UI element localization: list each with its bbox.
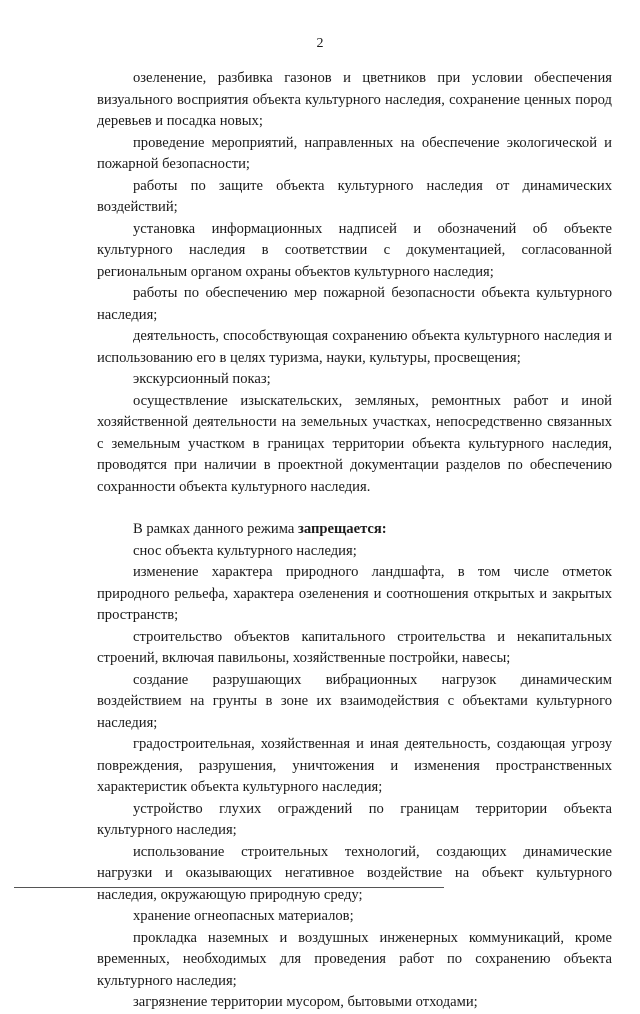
paragraph: экскурсионный показ;	[133, 371, 271, 387]
paragraph: работы по обеспечению мер пожарной безопасности объекта культурного наследия;	[97, 285, 612, 323]
paragraph: проведение мероприятий, направленных на обеспечение экологической и пожарной безопасности;	[97, 134, 612, 172]
prohibited-keyword: запрещается:	[298, 521, 387, 537]
paragraph: использование строительных технологий, создающих динамические нагрузки и оказывающих негативное воздействие на объект культурного наследия, окружающую природную среду;	[97, 843, 612, 903]
prohibited-intro: В рамках данного режима	[133, 521, 295, 537]
paragraph: градостроительная, хозяйственная и иная деятельность, создающая угрозу повреждения, разрушения, уничтожения и изменения пространственных характеристик объекта культурного наследия;	[97, 736, 612, 795]
paragraph: установка информационных надписей и обозначений об объекте культурного наследия в соответствии с документацией, согласованной региональным органом охраны объектов культурного наследия;	[97, 220, 612, 280]
paragraph: загрязнение территории мусором, бытовыми отходами;	[133, 994, 478, 1010]
page-number: 2	[316, 36, 324, 51]
footer-rule	[14, 887, 444, 888]
paragraph: хранение огнеопасных материалов;	[133, 908, 354, 924]
prohibited-heading	[97, 519, 612, 541]
paragraph: прокладка наземных и воздушных инженерных коммуникаций, кроме временных, необходимых для проведения работ по сохранению объекта культурного наследия;	[97, 929, 612, 989]
paragraph: изменение характера природного ландшафта, в том числе отметок природного рельефа, характера озеленения и соотношения открытых и закрытых пространств;	[97, 564, 612, 623]
paragraph: снос объекта культурного наследия;	[133, 542, 357, 559]
paragraph: работы по защите объекта культурного наследия от динамических воздействий;	[97, 177, 612, 215]
paragraph: создание разрушающих вибрационных нагрузок динамическим воздействием на грунты в зоне их взаимодействия с объектами культурного наследия;	[97, 671, 612, 731]
paragraph: осуществление изыскательских, земляных, ремонтных работ и иной хозяйственной деятельности на земельных участках, непосредственно связанных с земельным участком в границах территории объекта культурного наследия, проводятся при наличии в проектной документации разделов по обеспечению сохранности объекта культурного наследия.	[97, 392, 612, 495]
permitted-list	[97, 68, 612, 1014]
paragraph: озеленение, разбивка газонов и цветников при условии обеспечения визуального восприятия объекта культурного наследия, сохранение ценных пород деревьев и посадка новых;	[97, 70, 612, 129]
paragraph: устройство глухих ограждений по границам территории объекта культурного наследия;	[97, 800, 612, 838]
paragraph: деятельность, способствующая сохранению объекта культурного наследия и использованию его в целях туризма, науки, культуры, просвещения;	[97, 328, 612, 366]
paragraph: строительство объектов капитального строительства и некапитальных строений, включая павильоны, хозяйственные постройки, навесы;	[97, 628, 612, 666]
